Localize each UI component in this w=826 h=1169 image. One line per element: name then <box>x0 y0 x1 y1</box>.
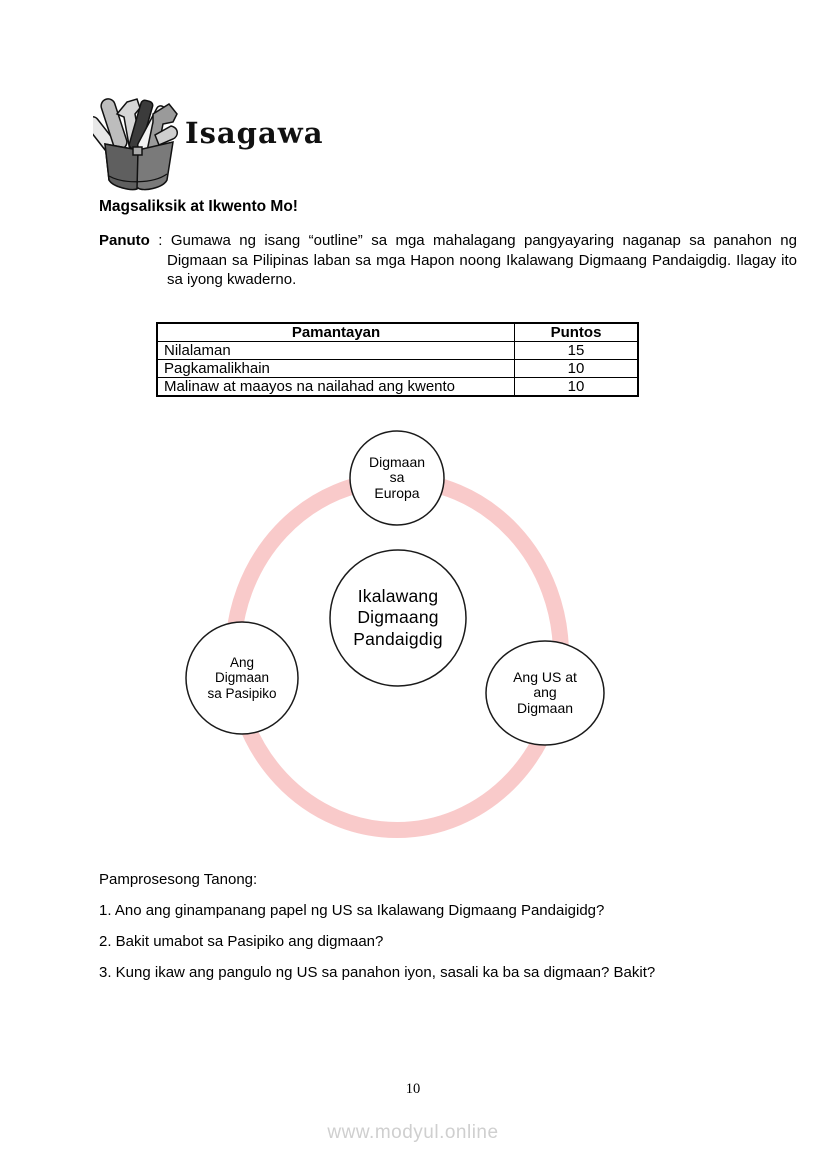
rubric-points: 10 <box>515 360 639 378</box>
question-item: 3. Kung ikaw ang pangulo ng US sa panahon iyon, sasali ka ba sa digmaan? Bakit? <box>99 964 656 981</box>
rubric-header-criteria: Pamantayan <box>157 323 515 342</box>
diagram-node-pasipiko <box>187 652 297 704</box>
activity-subtitle: Magsaliksik at Ikwento Mo! <box>99 198 298 215</box>
node-line: Ang <box>229 654 255 670</box>
rubric-criteria: Malinaw at maayos na nailahad ang kwento <box>157 378 515 397</box>
instructions-text: Gumawa ng isang “outline” sa mga mahalagang pangyayaring naganap sa panahon ng Digmaan sa Pilipinas laban sa mga Hapon noong Ikalawang Digmaang Pandaigdig. Ilagay ito sa iyong kwaderno. <box>167 232 797 288</box>
watermark: www.modyul.online <box>327 1122 499 1143</box>
node-line: Digmaan <box>214 670 270 686</box>
question-item: 1. Ano ang ginampanang papel ng US sa Ikalawang Digmaang Pandaigidg? <box>99 902 605 919</box>
page-title: Isagawa <box>185 116 324 150</box>
node-line: Digmaang <box>357 607 439 628</box>
rubric-header-points: Puntos <box>515 323 639 342</box>
page-number: 10 <box>405 1081 421 1097</box>
node-line: sa Pasipiko <box>207 685 277 701</box>
instructions-label: Panuto <box>99 232 150 249</box>
rubric-criteria: Nilalaman <box>157 342 515 360</box>
rubric-points: 15 <box>515 342 639 360</box>
diagram-node-europa <box>347 452 447 504</box>
node-line: Ang US at <box>513 668 577 685</box>
node-line: Pandaigdig <box>353 628 443 649</box>
question-item: 2. Bakit umabot sa Pasipiko ang digmaan? <box>99 933 384 950</box>
diagram-node-center <box>323 583 473 653</box>
instructions-separator: : <box>149 232 171 249</box>
node-line: Digmaan <box>368 453 426 470</box>
rubric-points: 10 <box>515 378 639 397</box>
questions-title: Pamprosesong Tanong: <box>99 871 258 888</box>
node-line: Digmaan <box>516 699 574 716</box>
diagram-node-us <box>490 667 600 719</box>
node-line: ang <box>533 684 557 701</box>
node-line: sa <box>389 469 405 486</box>
node-line: Europa <box>374 484 420 501</box>
rubric-criteria: Pagkamalikhain <box>157 360 515 378</box>
node-line: Ikalawang <box>357 585 439 606</box>
